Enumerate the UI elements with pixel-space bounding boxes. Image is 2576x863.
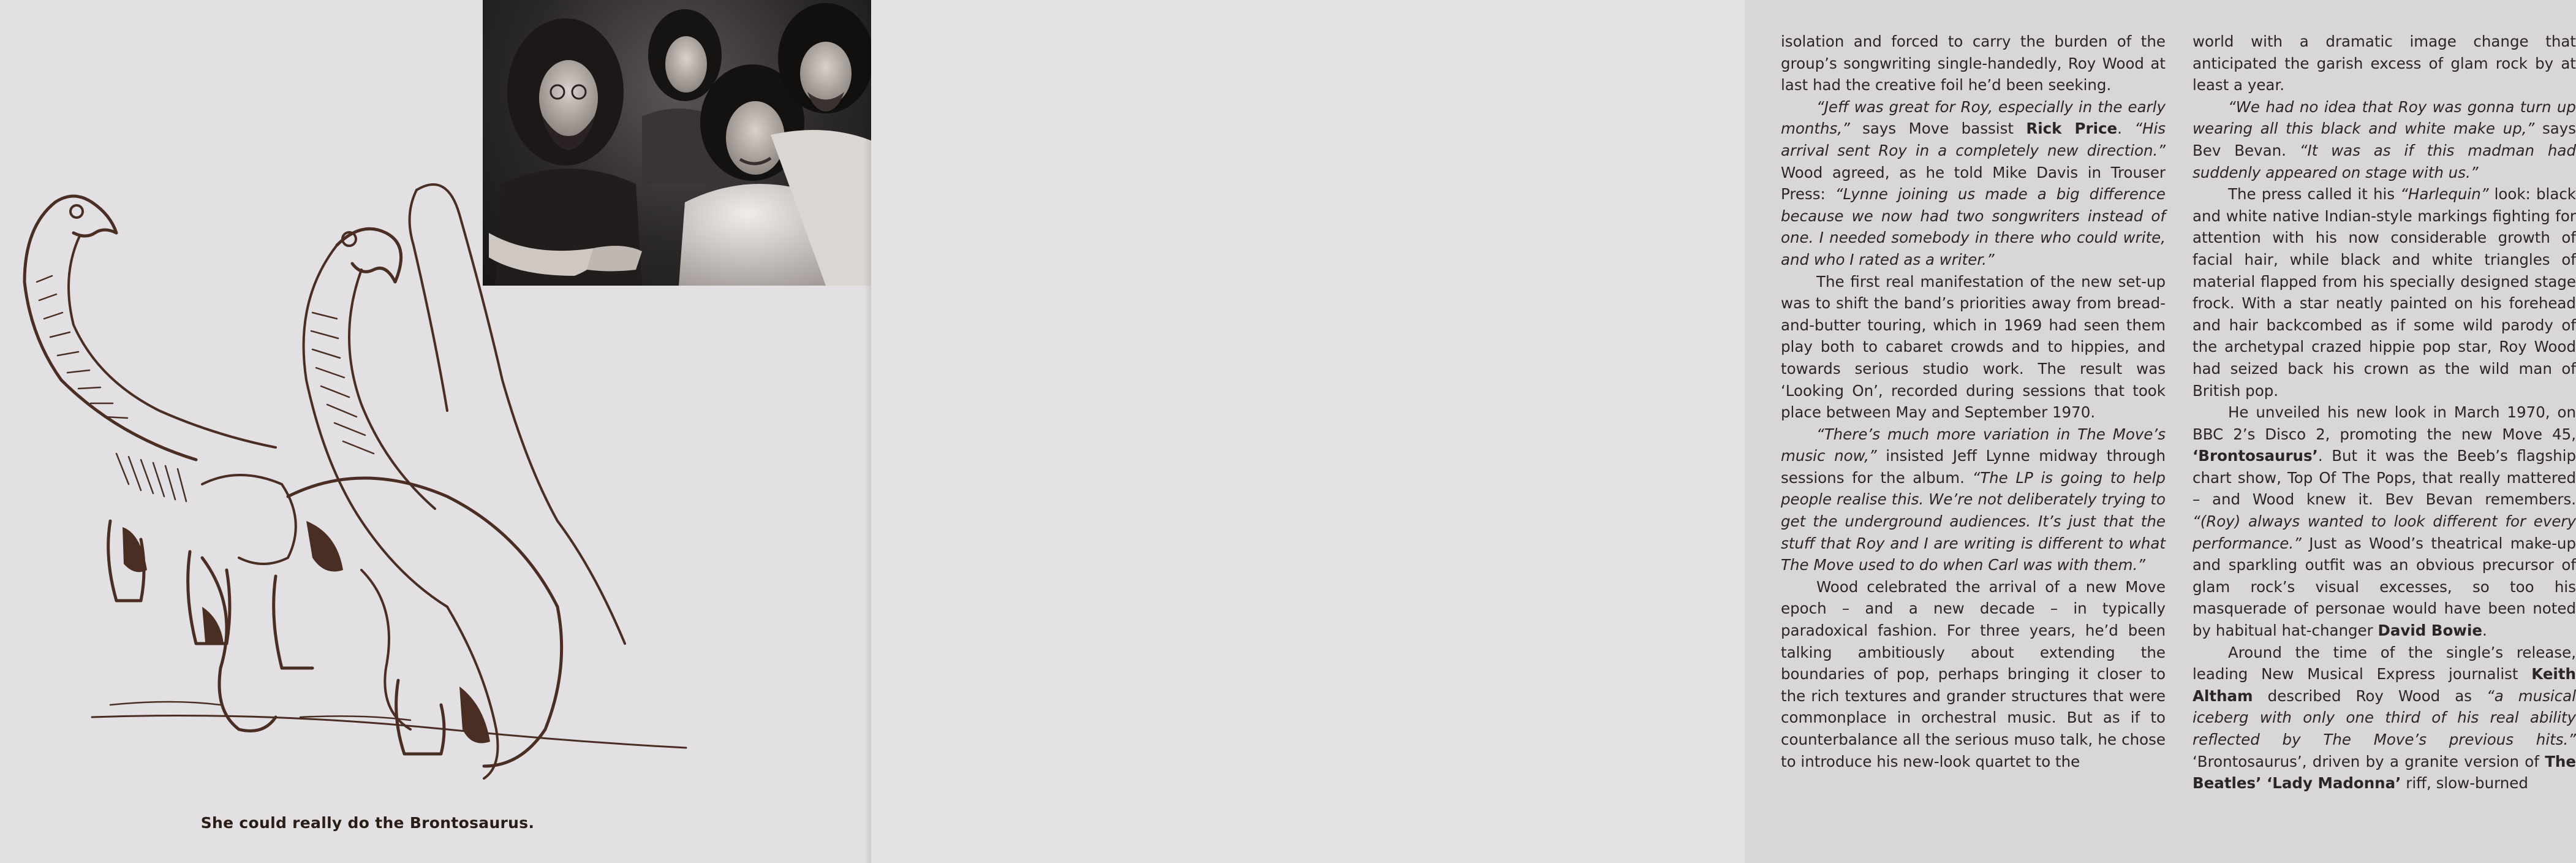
- quote-text: “The LP is going to help people realise this. We’re not deliberately trying to get the underground audiences. It’s just that the stuff that Roy and I are writing is different to what The Move used to do when Carl was with them.”: [1781, 468, 2166, 574]
- illustration-caption: She could really do the Brontosaurus.: [200, 814, 535, 832]
- quote-text: “There’s much more variation in The Move’s music now,”: [1781, 425, 2166, 465]
- text-run: insisted Jeff Lynne midway through sessions for the album.: [1781, 447, 2166, 487]
- text-run: .: [2482, 622, 2487, 640]
- bold-text: ‘Brontosaurus’: [2193, 447, 2318, 465]
- text-run: .: [2117, 120, 2135, 138]
- text-run: isolation and forced to carry the burden of the group’s songwriting single-handedly, Roy Wood at last had the creative foil he’d been seeking.: [1781, 32, 2166, 94]
- quote-text: “His arrival sent Roy in a completely new direction.”: [1781, 120, 2166, 159]
- quote-text: “We had no idea that Roy was gonna turn up wearing all this black and white make up,”: [2193, 97, 2576, 138]
- body-paragraph: [1781, 424, 2166, 576]
- text-run: ‘Brontosaurus’, driven by a granite version of: [2193, 752, 2545, 770]
- text-run: The first real manifestation of the new set-up was to shift the band’s priorities away from bread-and-butter touring, which in 1969 had seen them play both to cabaret crowds and to hippies, and towards serious studio work. The result was ‘Looking On’, recorded during sessions that took place between May and September 1970.: [1781, 272, 2166, 422]
- text-run: look: black and white native Indian-style markings fighting for attention with his now considerable growth of facial hair, while black and white triangles of material flapped from his specially designed stage frock. With a star neatly painted on his forehead and hair backcombed as if some wild parody of the archetypal crazed hippie pop star, Roy Wood had seized back his crown as the wild man of British pop.: [2193, 185, 2576, 400]
- text-run: Wood agreed, as he told Mike Davis in Trouser Press:: [1781, 163, 2166, 203]
- text-run: described Roy Wood as: [2253, 686, 2487, 705]
- bold-text: The Beatles’ ‘Lady Madonna’: [2193, 752, 2576, 793]
- text-column-2: [2193, 31, 2576, 794]
- text-run: riff, slow-burned: [2401, 774, 2528, 793]
- body-paragraph: [1781, 96, 2166, 271]
- body-paragraph: [2193, 183, 2576, 401]
- quote-text: “Jeff was great for Roy, especially in the early months,”: [1781, 97, 2166, 138]
- body-paragraph: [2193, 401, 2576, 642]
- right-page: [871, 0, 2576, 863]
- quote-text: “a musical iceberg with only one third of his real ability reflected by The Move’s previous hits.”: [2193, 686, 2576, 748]
- bold-text: Rick Price: [2026, 120, 2118, 138]
- text-run: says Move bassist: [1849, 120, 2026, 138]
- quote-text: “It was as if this madman had suddenly appeared on stage with us.”: [2193, 141, 2576, 181]
- bold-text: David Bowie: [2378, 622, 2482, 640]
- text-run: Around the time of the single’s release, leading New Musical Express journalist: [2193, 643, 2576, 683]
- body-paragraph: [2193, 642, 2576, 794]
- left-page: [0, 0, 871, 863]
- text-run: world with a dramatic image change that anticipated the garish excess of glam rock by at least a year.: [2193, 32, 2576, 94]
- brontosaurus-illustration: [18, 178, 698, 803]
- quote-text: “Harlequin”: [2400, 185, 2489, 203]
- body-paragraph: [1781, 576, 2166, 772]
- body-paragraph: [2193, 96, 2576, 183]
- body-paragraph: [1781, 271, 2166, 424]
- text-run: . But it was the Beeb’s flagship chart show, Top Of The Pops, that really mattered – and Wood knew it. Bev Bevan remembers.: [2193, 447, 2576, 509]
- text-run: Just as Wood’s theatrical make-up and sparkling outfit was an obvious precursor of glam rock’s visual excesses, so too his masquerade of personae would have been noted by habitual hat-changer: [2193, 534, 2576, 640]
- text-run: He unveiled his new look in March 1970, on BBC 2’s Disco 2, promoting the new Move 45,: [2193, 403, 2576, 443]
- quote-text: “Lynne joining us made a big difference because we now had two songwriters instead of one. I needed somebody in there who could write, and who I rated as a writer.”: [1781, 185, 2166, 268]
- text-run: Wood celebrated the arrival of a new Move epoch – and a new decade – in typically paradoxical fashion. For three years, he’d been talking ambitiously about extending the boundaries of pop, perhaps bringing it closer to the rich textures and grander structures that were commonplace in orchestral music. But as if to counterbalance all the serious muso talk, he chose to introduce his new-look quartet to the: [1781, 577, 2166, 770]
- body-paragraph: [1781, 31, 2166, 96]
- text-run: The press called it his: [2228, 185, 2401, 203]
- body-paragraph: [2193, 31, 2576, 96]
- bold-text: Keith Altham: [2193, 665, 2576, 705]
- text-run: says Bev Bevan.: [2193, 120, 2576, 159]
- text-column-1: [1781, 31, 2166, 772]
- quote-text: “(Roy) always wanted to look different for every performance.”: [2193, 512, 2576, 552]
